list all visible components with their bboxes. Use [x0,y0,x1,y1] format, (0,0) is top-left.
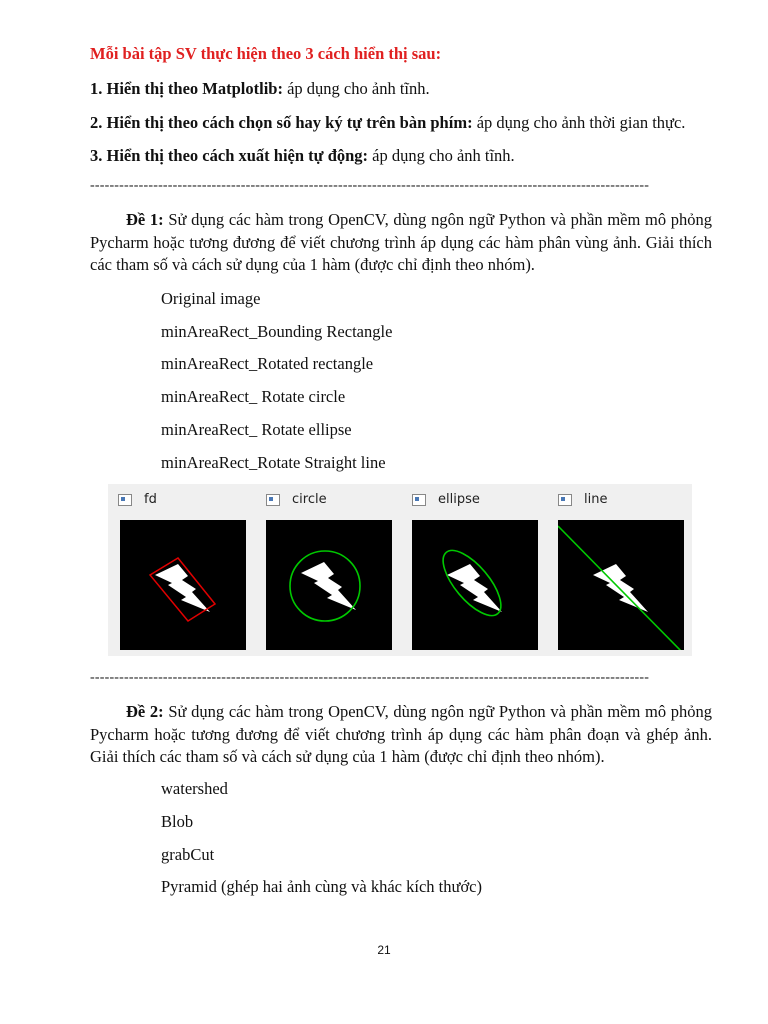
de1-item: minAreaRect_ Rotate ellipse [161,420,352,439]
window-ellipse [402,484,548,656]
window-fd-titlebar [118,492,157,512]
window-circle-title: circle [292,492,327,507]
bolt-enclosing-circle-image [266,520,392,650]
separator-2: ------------------------------------------------------------------------------------------------------------------- [90,670,650,685]
de1-item: minAreaRect_Rotate Straight line [161,453,386,472]
de2-label: Đề 2: [126,702,164,721]
de2-paragraph [90,701,712,769]
display-method-1 [90,79,430,99]
display-method-3-label: 3. Hiển thị theo cách xuất hiện tự động: [90,146,369,165]
window-fd-canvas [120,520,246,650]
lightning-bolt-shape [301,562,356,610]
bolt-bounding-rect-image [120,520,246,650]
window-circle-canvas [266,520,392,650]
window-icon [118,494,132,506]
de2-item: grabCut [161,845,215,864]
window-ellipse-titlebar [412,492,480,512]
de1-item: minAreaRect_Bounding Rectangle [161,322,393,341]
de1-paragraph [90,209,712,277]
display-method-3-text: áp dụng cho ảnh tĩnh. [368,146,515,165]
bolt-fit-ellipse-image [412,520,538,650]
de1-label: Đề 1: [126,210,164,229]
window-icon [412,494,426,506]
de2-text: Sử dụng các hàm trong OpenCV, dùng ngôn ngữ Python và phần mềm mô phỏng Pycharm hoặc tương đương để viết chương trình áp dụng các hàm phân đoạn và ghép ảnh. Giải thích các tham số và cách sử dụng của 1 hàm (được chỉ định theo nhóm). [90,702,712,766]
window-fd-title: fd [144,492,157,507]
window-fd [108,484,256,656]
de2-item: Blob [161,812,194,831]
display-method-2 [90,113,685,133]
window-icon [558,494,572,506]
window-line [548,484,692,656]
display-method-1-text: áp dụng cho ảnh tĩnh. [282,79,430,98]
display-method-2-label: 2. Hiển thị theo cách chọn số hay ký tự trên bàn phím: [90,113,473,132]
instructions-title: Mỗi bài tập SV thực hiện theo 3 cách hiển thị sau: [90,44,442,63]
display-method-2-text: áp dụng cho ảnh thời gian thực. [472,113,686,132]
window-circle-titlebar [266,492,327,512]
window-line-titlebar [558,492,607,512]
de2-item: watershed [161,779,228,798]
bolt-fit-line-image [558,520,684,650]
display-method-3 [90,146,515,166]
lightning-bolt-shape [593,564,648,612]
window-ellipse-canvas [412,520,538,650]
de1-item: minAreaRect_ Rotate circle [161,387,346,406]
window-line-canvas [558,520,684,650]
window-icon [266,494,280,506]
de2-item: Pyramid (ghép hai ảnh cùng và khác kích thước) [161,877,482,896]
opencv-windows-screenshot [108,484,692,656]
separator-1: ------------------------------------------------------------------------------------------------------------------- [90,178,650,193]
window-ellipse-title: ellipse [438,492,480,507]
page-number: 21 [377,943,391,957]
window-circle [256,484,402,656]
display-method-1-label: 1. Hiển thị theo Matplotlib: [90,79,283,98]
de1-item: Original image [161,289,261,308]
de1-item: minAreaRect_Rotated rectangle [161,354,374,373]
de1-text: Sử dụng các hàm trong OpenCV, dùng ngôn ngữ Python và phần mềm mô phỏng Pycharm hoặc tương đương để viết chương trình áp dụng các hàm phân vùng ảnh. Giải thích các tham số và cách sử dụng của 1 hàm (được chỉ định theo nhóm). [90,210,712,274]
window-line-title: line [584,492,608,507]
